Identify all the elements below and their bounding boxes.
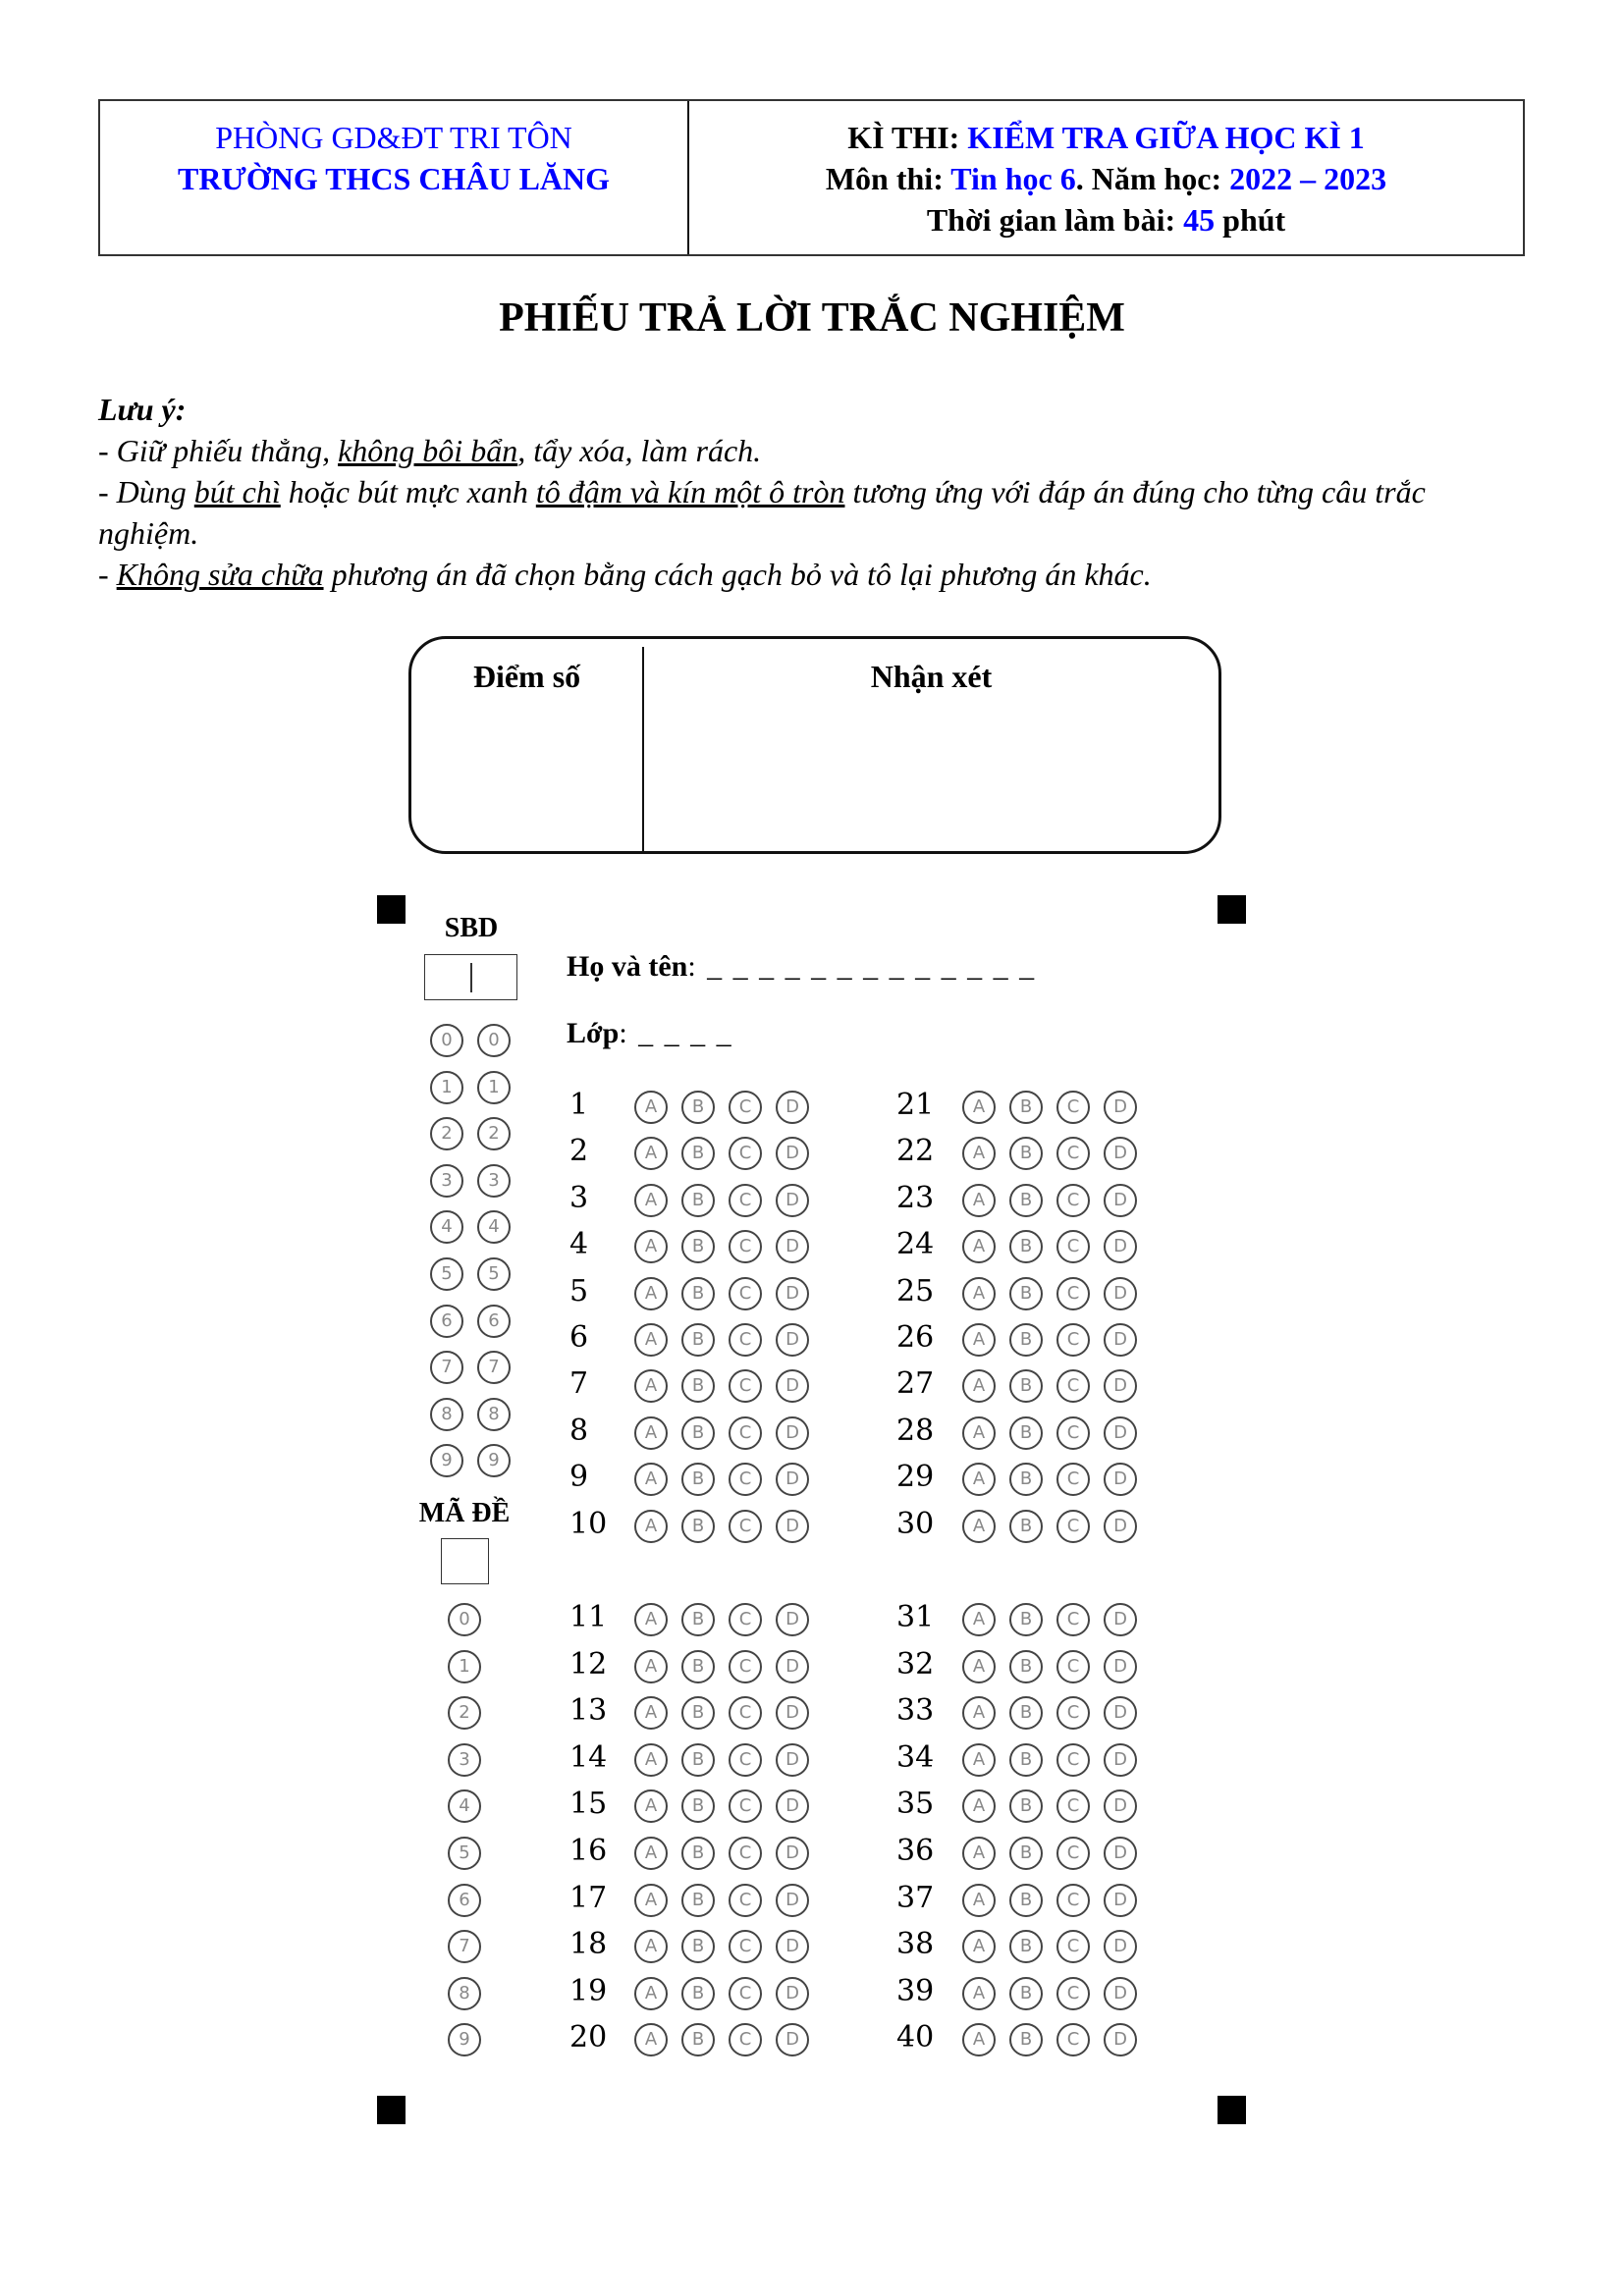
q20-option-b[interactable]: B: [681, 2023, 715, 2056]
sbd-digit2-bubble-0[interactable]: 0: [477, 1024, 511, 1057]
sbd-box-divider: [470, 963, 472, 992]
subject-label: Môn thi:: [825, 161, 951, 196]
name-colon: :: [687, 950, 708, 983]
question-number-7: 7: [569, 1366, 589, 1402]
question-number-1: 1: [569, 1088, 589, 1122]
q5-option-c[interactable]: C: [729, 1277, 762, 1310]
q15-option-b[interactable]: B: [681, 1789, 715, 1823]
note-emphasis: tô đậm và kín một ô tròn: [535, 474, 845, 509]
q4-option-c[interactable]: C: [729, 1230, 762, 1263]
q16-option-d[interactable]: D: [776, 1837, 809, 1870]
question-number-2: 2: [569, 1134, 589, 1169]
q28-option-a[interactable]: A: [962, 1416, 996, 1450]
subject-value: Tin học 6: [950, 161, 1076, 196]
school-name: TRƯỜNG THCS CHÂU LĂNG: [177, 161, 611, 196]
class-label: Lớp: [567, 1017, 620, 1049]
question-number-25: 25: [896, 1273, 935, 1308]
sbd-digit2-bubble-6[interactable]: 6: [477, 1305, 511, 1338]
q13-option-d[interactable]: D: [776, 1696, 809, 1730]
question-number-30: 30: [896, 1506, 935, 1541]
question-number-31: 31: [896, 1600, 935, 1634]
note-text: , tẩy xóa, làm rách.: [517, 433, 762, 468]
q39-option-c[interactable]: C: [1056, 1977, 1090, 2010]
name-blank: _ _ _ _ _ _ _ _ _ _ _ _ _: [707, 950, 1037, 983]
question-number-10: 10: [569, 1506, 608, 1541]
q33-option-b[interactable]: B: [1009, 1696, 1043, 1730]
q1-option-a[interactable]: A: [634, 1091, 668, 1124]
question-number-4: 4: [569, 1227, 589, 1262]
q28-option-b[interactable]: B: [1009, 1416, 1043, 1450]
q25-option-a[interactable]: A: [962, 1277, 996, 1310]
exam-name: KIỂM TRA GIỮA HỌC KÌ 1: [967, 120, 1365, 155]
note-1: [98, 430, 1532, 471]
q11-option-b[interactable]: B: [681, 1603, 715, 1636]
q34-option-a[interactable]: A: [962, 1743, 996, 1777]
q33-option-c[interactable]: C: [1056, 1696, 1090, 1730]
q18-option-c[interactable]: C: [729, 1930, 762, 1963]
note-3: [98, 554, 1532, 595]
q19-option-b[interactable]: B: [681, 1977, 715, 2010]
q31-option-a[interactable]: A: [962, 1603, 996, 1636]
question-number-33: 33: [896, 1693, 935, 1729]
q3-option-d[interactable]: D: [776, 1184, 809, 1217]
q1-option-c[interactable]: C: [729, 1091, 762, 1124]
sbd-digit1-bubble-2[interactable]: 2: [430, 1117, 463, 1150]
note-emphasis: Không sửa chữa: [116, 557, 324, 592]
q27-option-d[interactable]: D: [1104, 1369, 1137, 1403]
q35-option-c[interactable]: C: [1056, 1789, 1090, 1823]
q38-option-b[interactable]: B: [1009, 1930, 1043, 1963]
q2-option-c[interactable]: C: [729, 1137, 762, 1170]
q20-option-d[interactable]: D: [776, 2023, 809, 2056]
question-number-37: 37: [896, 1880, 935, 1915]
q12-option-b[interactable]: B: [681, 1650, 715, 1683]
sbd-digit1-bubble-7[interactable]: 7: [430, 1351, 463, 1384]
question-number-13: 13: [569, 1693, 608, 1729]
q26-option-c[interactable]: C: [1056, 1323, 1090, 1357]
q5-option-a[interactable]: A: [634, 1277, 668, 1310]
q8-option-b[interactable]: B: [681, 1416, 715, 1450]
q10-option-b[interactable]: B: [681, 1510, 715, 1543]
q8-option-a[interactable]: A: [634, 1416, 668, 1450]
sbd-digit1-bubble-8[interactable]: 8: [430, 1398, 463, 1431]
q6-option-a[interactable]: A: [634, 1323, 668, 1357]
note-text: - Giữ phiếu thẳng,: [98, 433, 339, 468]
q7-option-c[interactable]: C: [729, 1369, 762, 1403]
class-colon: :: [619, 1017, 639, 1049]
q34-option-c[interactable]: C: [1056, 1743, 1090, 1777]
q32-option-b[interactable]: B: [1009, 1650, 1043, 1683]
q9-option-b[interactable]: B: [681, 1463, 715, 1496]
corner-marker-bottom-right: [1218, 2096, 1246, 2124]
sbd-digit1-bubble-4[interactable]: 4: [430, 1210, 463, 1244]
question-number-16: 16: [569, 1834, 608, 1868]
q19-option-a[interactable]: A: [634, 1977, 668, 2010]
question-number-19: 19: [569, 1973, 608, 2008]
q23-option-a[interactable]: A: [962, 1184, 996, 1217]
q26-option-d[interactable]: D: [1104, 1323, 1137, 1357]
q13-option-b[interactable]: B: [681, 1696, 715, 1730]
sbd-digit2-bubble-7[interactable]: 7: [477, 1351, 511, 1384]
page-title: PHIẾU TRẢ LỜI TRẮC NGHIỆM: [499, 295, 1125, 341]
question-number-17: 17: [569, 1880, 608, 1915]
sbd-digit2-bubble-2[interactable]: 2: [477, 1117, 511, 1150]
q22-option-a[interactable]: A: [962, 1137, 996, 1170]
made-input-box[interactable]: [441, 1538, 489, 1584]
q7-option-d[interactable]: D: [776, 1369, 809, 1403]
q31-option-c[interactable]: C: [1056, 1603, 1090, 1636]
q20-option-c[interactable]: C: [729, 2023, 762, 2056]
q1-option-b[interactable]: B: [681, 1091, 715, 1124]
question-number-24: 24: [896, 1227, 935, 1262]
q31-option-b[interactable]: B: [1009, 1603, 1043, 1636]
q19-option-c[interactable]: C: [729, 1977, 762, 2010]
department-name: PHÒNG GD&ĐT TRI TÔN: [215, 120, 572, 155]
q16-option-a[interactable]: A: [634, 1837, 668, 1870]
q17-option-b[interactable]: B: [681, 1884, 715, 1917]
q17-option-a[interactable]: A: [634, 1884, 668, 1917]
sbd-digit2-bubble-5[interactable]: 5: [477, 1257, 511, 1291]
sbd-digit2-bubble-3[interactable]: 3: [477, 1164, 511, 1198]
q11-option-d[interactable]: D: [776, 1603, 809, 1636]
q35-option-b[interactable]: B: [1009, 1789, 1043, 1823]
question-number-18: 18: [569, 1927, 608, 1962]
made-bubble-9[interactable]: 9: [448, 2023, 481, 2056]
sbd-digit2-bubble-1[interactable]: 1: [477, 1071, 511, 1104]
q18-option-b[interactable]: B: [681, 1930, 715, 1963]
made-bubble-2[interactable]: 2: [448, 1696, 481, 1730]
sbd-label: SBD: [444, 913, 499, 943]
time-label: Thời gian làm bài:: [926, 202, 1184, 238]
q8-option-d[interactable]: D: [776, 1416, 809, 1450]
q12-option-d[interactable]: D: [776, 1650, 809, 1683]
q17-option-d[interactable]: D: [776, 1884, 809, 1917]
q13-option-c[interactable]: C: [729, 1696, 762, 1730]
question-number-8: 8: [569, 1413, 589, 1448]
question-number-26: 26: [896, 1320, 935, 1355]
time-line: [689, 199, 1523, 240]
q24-option-a[interactable]: A: [962, 1230, 996, 1263]
q9-option-c[interactable]: C: [729, 1463, 762, 1496]
exam-info: [689, 101, 1523, 254]
q7-option-a[interactable]: A: [634, 1369, 668, 1403]
subject-line: [689, 158, 1523, 199]
q22-option-b[interactable]: B: [1009, 1137, 1043, 1170]
corner-marker-top-left: [377, 895, 406, 924]
q24-option-b[interactable]: B: [1009, 1230, 1043, 1263]
q30-option-b[interactable]: B: [1009, 1510, 1043, 1543]
q12-option-c[interactable]: C: [729, 1650, 762, 1683]
q28-option-d[interactable]: D: [1104, 1416, 1137, 1450]
school-info: [100, 101, 689, 254]
q31-option-d[interactable]: D: [1104, 1603, 1137, 1636]
made-bubble-5[interactable]: 5: [448, 1837, 481, 1870]
q16-option-c[interactable]: C: [729, 1837, 762, 1870]
q34-option-d[interactable]: D: [1104, 1743, 1137, 1777]
q4-option-a[interactable]: A: [634, 1230, 668, 1263]
q2-option-d[interactable]: D: [776, 1137, 809, 1170]
q40-option-c[interactable]: C: [1056, 2023, 1090, 2056]
q25-option-b[interactable]: B: [1009, 1277, 1043, 1310]
year-value: 2022 – 2023: [1229, 161, 1387, 196]
q35-option-d[interactable]: D: [1104, 1789, 1137, 1823]
note-emphasis: bút chì: [193, 474, 281, 509]
q12-option-a[interactable]: A: [634, 1650, 668, 1683]
q10-option-d[interactable]: D: [776, 1510, 809, 1543]
q10-option-a[interactable]: A: [634, 1510, 668, 1543]
q20-option-a[interactable]: A: [634, 2023, 668, 2056]
q19-option-d[interactable]: D: [776, 1977, 809, 2010]
exam-line: [689, 117, 1523, 158]
q28-option-c[interactable]: C: [1056, 1416, 1090, 1450]
q26-option-b[interactable]: B: [1009, 1323, 1043, 1357]
note-2: [98, 471, 1532, 554]
note-text: hoặc bút mực xanh: [280, 474, 536, 509]
q21-option-c[interactable]: C: [1056, 1091, 1090, 1124]
q21-option-d[interactable]: D: [1104, 1091, 1137, 1124]
made-bubble-3[interactable]: 3: [448, 1743, 481, 1777]
q37-option-a[interactable]: A: [962, 1884, 996, 1917]
q4-option-b[interactable]: B: [681, 1230, 715, 1263]
sbd-digit2-bubble-9[interactable]: 9: [477, 1444, 511, 1477]
made-label: MÃ ĐỀ: [418, 1498, 511, 1528]
name-field[interactable]: [567, 950, 1036, 984]
made-bubble-0[interactable]: 0: [448, 1603, 481, 1636]
made-bubble-1[interactable]: 1: [448, 1650, 481, 1683]
q14-option-c[interactable]: C: [729, 1743, 762, 1777]
made-bubble-7[interactable]: 7: [448, 1930, 481, 1963]
q13-option-a[interactable]: A: [634, 1696, 668, 1730]
q38-option-a[interactable]: A: [962, 1930, 996, 1963]
q36-option-a[interactable]: A: [962, 1837, 996, 1870]
q2-option-a[interactable]: A: [634, 1137, 668, 1170]
corner-marker-bottom-left: [377, 2096, 406, 2124]
q29-option-b[interactable]: B: [1009, 1463, 1043, 1496]
question-number-23: 23: [896, 1180, 935, 1215]
q39-option-b[interactable]: B: [1009, 1977, 1043, 2010]
question-number-20: 20: [569, 2020, 608, 2056]
q7-option-b[interactable]: B: [681, 1369, 715, 1403]
q1-option-d[interactable]: D: [776, 1091, 809, 1124]
question-number-38: 38: [896, 1927, 935, 1962]
sbd-digit1-bubble-6[interactable]: 6: [430, 1305, 463, 1338]
q3-option-a[interactable]: A: [634, 1184, 668, 1217]
q14-option-a[interactable]: A: [634, 1743, 668, 1777]
header-table: [98, 99, 1525, 256]
sbd-digit1-bubble-9[interactable]: 9: [430, 1444, 463, 1477]
q6-option-b[interactable]: B: [681, 1323, 715, 1357]
q11-option-a[interactable]: A: [634, 1603, 668, 1636]
q15-option-a[interactable]: A: [634, 1789, 668, 1823]
note-text: tương ứng với đáp án đúng cho từng câu trắc nghiệm.: [98, 474, 1426, 551]
q29-option-c[interactable]: C: [1056, 1463, 1090, 1496]
sbd-digit2-bubble-4[interactable]: 4: [477, 1210, 511, 1244]
question-number-6: 6: [569, 1320, 589, 1355]
score-box: [408, 636, 1221, 854]
question-number-34: 34: [896, 1739, 935, 1775]
q15-option-c[interactable]: C: [729, 1789, 762, 1823]
q22-option-d[interactable]: D: [1104, 1137, 1137, 1170]
q34-option-b[interactable]: B: [1009, 1743, 1043, 1777]
q30-option-a[interactable]: A: [962, 1510, 996, 1543]
made-bubble-4[interactable]: 4: [448, 1789, 481, 1823]
q38-option-d[interactable]: D: [1104, 1930, 1137, 1963]
q6-option-d[interactable]: D: [776, 1323, 809, 1357]
question-number-40: 40: [896, 2020, 935, 2056]
question-number-14: 14: [569, 1739, 608, 1775]
q35-option-a[interactable]: A: [962, 1789, 996, 1823]
q32-option-c[interactable]: C: [1056, 1650, 1090, 1683]
time-unit: phút: [1215, 202, 1286, 238]
q25-option-d[interactable]: D: [1104, 1277, 1137, 1310]
sbd-digit1-bubble-5[interactable]: 5: [430, 1257, 463, 1291]
corner-marker-top-right: [1218, 895, 1246, 924]
q23-option-b[interactable]: B: [1009, 1184, 1043, 1217]
q40-option-d[interactable]: D: [1104, 2023, 1137, 2056]
sbd-digit1-bubble-0[interactable]: 0: [430, 1024, 463, 1057]
q32-option-a[interactable]: A: [962, 1650, 996, 1683]
q40-option-b[interactable]: B: [1009, 2023, 1043, 2056]
q39-option-a[interactable]: A: [962, 1977, 996, 2010]
q10-option-c[interactable]: C: [729, 1510, 762, 1543]
q37-option-b[interactable]: B: [1009, 1884, 1043, 1917]
q4-option-d[interactable]: D: [776, 1230, 809, 1263]
q38-option-c[interactable]: C: [1056, 1930, 1090, 1963]
q3-option-b[interactable]: B: [681, 1184, 715, 1217]
question-number-3: 3: [569, 1180, 589, 1215]
q3-option-c[interactable]: C: [729, 1184, 762, 1217]
question-number-39: 39: [896, 1973, 935, 2008]
q27-option-b[interactable]: B: [1009, 1369, 1043, 1403]
time-value: 45: [1183, 202, 1216, 238]
q24-option-c[interactable]: C: [1056, 1230, 1090, 1263]
q5-option-d[interactable]: D: [776, 1277, 809, 1310]
q37-option-d[interactable]: D: [1104, 1884, 1137, 1917]
sbd-digit1-bubble-1[interactable]: 1: [430, 1071, 463, 1104]
q15-option-d[interactable]: D: [776, 1789, 809, 1823]
sbd-digit1-bubble-3[interactable]: 3: [430, 1164, 463, 1198]
q36-option-b[interactable]: B: [1009, 1837, 1043, 1870]
score-label: Điểm số: [472, 659, 581, 694]
q5-option-b[interactable]: B: [681, 1277, 715, 1310]
q33-option-d[interactable]: D: [1104, 1696, 1137, 1730]
q18-option-a[interactable]: A: [634, 1930, 668, 1963]
note-text: -: [98, 557, 117, 592]
comment-label: Nhận xét: [870, 659, 993, 694]
question-number-12: 12: [569, 1646, 608, 1682]
question-number-15: 15: [569, 1787, 608, 1822]
q22-option-c[interactable]: C: [1056, 1137, 1090, 1170]
q21-option-b[interactable]: B: [1009, 1091, 1043, 1124]
question-number-27: 27: [896, 1366, 935, 1402]
sbd-digit2-bubble-8[interactable]: 8: [477, 1398, 511, 1431]
question-number-32: 32: [896, 1646, 935, 1682]
q39-option-d[interactable]: D: [1104, 1977, 1137, 2010]
q29-option-d[interactable]: D: [1104, 1463, 1137, 1496]
q27-option-c[interactable]: C: [1056, 1369, 1090, 1403]
question-number-28: 28: [896, 1413, 935, 1448]
question-number-35: 35: [896, 1787, 935, 1822]
q30-option-d[interactable]: D: [1104, 1510, 1137, 1543]
note-emphasis: không bôi bẩn: [338, 433, 518, 468]
q14-option-b[interactable]: B: [681, 1743, 715, 1777]
q23-option-c[interactable]: C: [1056, 1184, 1090, 1217]
class-blank: _ _ _ _: [638, 1017, 733, 1049]
year-label: . Năm học:: [1075, 161, 1230, 196]
q33-option-a[interactable]: A: [962, 1696, 996, 1730]
q2-option-b[interactable]: B: [681, 1137, 715, 1170]
q40-option-a[interactable]: A: [962, 2023, 996, 2056]
q25-option-c[interactable]: C: [1056, 1277, 1090, 1310]
q27-option-a[interactable]: A: [962, 1369, 996, 1403]
class-field[interactable]: [567, 1017, 733, 1050]
q30-option-c[interactable]: C: [1056, 1510, 1090, 1543]
q36-option-d[interactable]: D: [1104, 1837, 1137, 1870]
q37-option-c[interactable]: C: [1056, 1884, 1090, 1917]
question-number-36: 36: [896, 1834, 935, 1868]
q6-option-c[interactable]: C: [729, 1323, 762, 1357]
question-number-5: 5: [569, 1273, 589, 1308]
q21-option-a[interactable]: A: [962, 1091, 996, 1124]
exam-label: KÌ THI:: [847, 120, 968, 155]
question-number-29: 29: [896, 1460, 935, 1495]
notes: [98, 389, 1532, 595]
q17-option-c[interactable]: C: [729, 1884, 762, 1917]
q9-option-a[interactable]: A: [634, 1463, 668, 1496]
question-number-11: 11: [569, 1600, 608, 1634]
q29-option-a[interactable]: A: [962, 1463, 996, 1496]
q9-option-d[interactable]: D: [776, 1463, 809, 1496]
made-bubble-6[interactable]: 6: [448, 1884, 481, 1917]
question-number-21: 21: [896, 1088, 935, 1122]
q32-option-d[interactable]: D: [1104, 1650, 1137, 1683]
q16-option-b[interactable]: B: [681, 1837, 715, 1870]
note-text: - Dùng: [98, 474, 194, 509]
q23-option-d[interactable]: D: [1104, 1184, 1137, 1217]
note-text: phương án đã chọn bằng cách gạch bỏ và tô lại phương án khác.: [323, 557, 1152, 592]
sbd-input-box[interactable]: [424, 954, 517, 1000]
question-number-22: 22: [896, 1134, 935, 1169]
q8-option-c[interactable]: C: [729, 1416, 762, 1450]
q26-option-a[interactable]: A: [962, 1323, 996, 1357]
name-label: Họ và tên: [567, 950, 688, 983]
made-bubble-8[interactable]: 8: [448, 1977, 481, 2010]
q24-option-d[interactable]: D: [1104, 1230, 1137, 1263]
q36-option-c[interactable]: C: [1056, 1837, 1090, 1870]
q14-option-d[interactable]: D: [776, 1743, 809, 1777]
q11-option-c[interactable]: C: [729, 1603, 762, 1636]
question-number-9: 9: [569, 1460, 589, 1495]
q18-option-d[interactable]: D: [776, 1930, 809, 1963]
notes-heading: Lưu ý:: [98, 392, 187, 427]
